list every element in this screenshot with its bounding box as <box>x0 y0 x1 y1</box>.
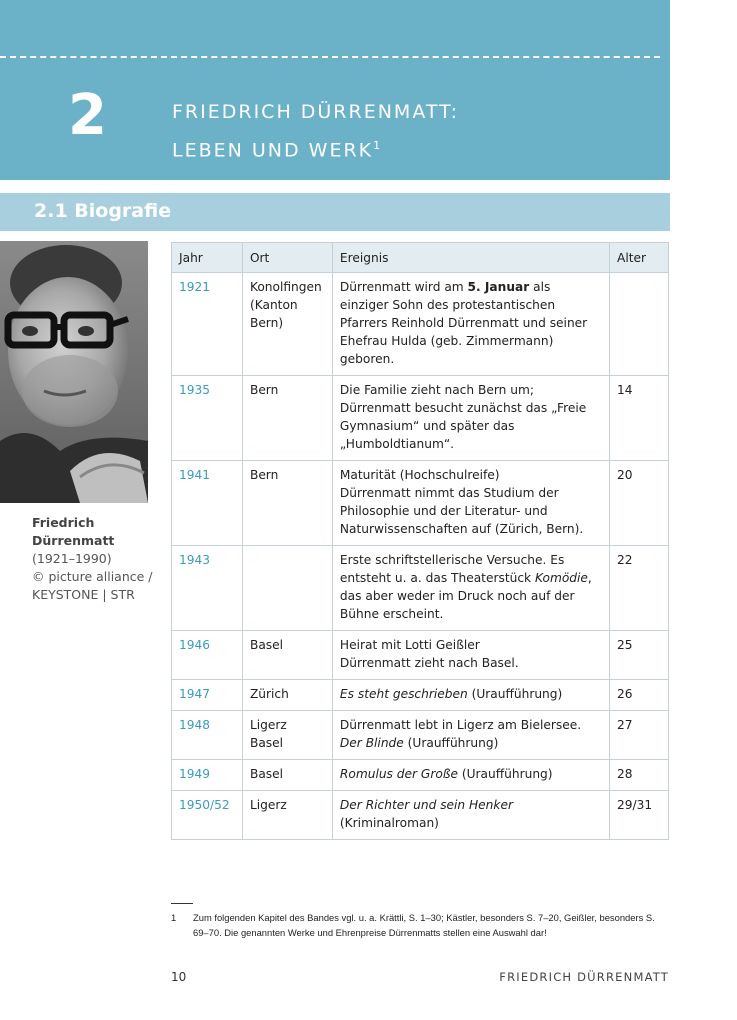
place-line: Zürich <box>249 687 289 701</box>
table-row <box>172 546 669 631</box>
caption-credit-line-1: © picture alliance / <box>32 569 153 584</box>
chapter-number: 2 <box>68 83 107 148</box>
cell-age: 22 <box>610 546 669 631</box>
caption-credit-line-2: KEYSTONE | STR <box>32 587 135 602</box>
table-row <box>172 631 669 680</box>
event-text: Erste schriftstellerische Versuche. Es entsteht u. a. das Theaterstück <box>339 553 565 585</box>
caption-name-line-2: Dürrenmatt <box>32 533 115 548</box>
column-header-event: Ereignis <box>332 243 609 273</box>
caption-name-line-1: Friedrich <box>32 515 95 530</box>
cell-year: 1921 <box>172 273 243 376</box>
cell-place <box>242 631 332 680</box>
event-text: Dürrenmatt wird am <box>339 280 468 294</box>
event-text: (Kriminalroman) <box>339 816 439 830</box>
cell-age: 25 <box>610 631 669 680</box>
column-header-year: Jahr <box>172 243 243 273</box>
cell-event <box>332 631 609 680</box>
cell-year: 1935 <box>172 376 243 461</box>
cell-year: 1947 <box>172 680 243 711</box>
cell-event <box>332 760 609 791</box>
event-text: Dürrenmatt nimmt das Studium der Philosophie und der Literatur- und Naturwissenschaften auf (Zürich, Bern). <box>339 486 584 536</box>
place-line: Konolfingen <box>249 280 322 294</box>
event-text: als einziger Sohn des protestantischen Pfarrers Reinhold Dürrenmatt und seiner Ehefrau Hulda (geb. Zimmermann) geboren. <box>339 280 588 366</box>
table-row <box>172 461 669 546</box>
work-title: Der Blinde <box>339 736 404 750</box>
event-text: Die Familie zieht nach Bern um; Dürrenmatt besucht zunächst das „Freie Gymnasium“ und später das „Humboldtianum“. <box>339 383 587 451</box>
cell-age: 29/31 <box>610 791 669 840</box>
cell-event <box>332 546 609 631</box>
footnote-text: Zum folgenden Kapitel des Bandes vgl. u. a. Krättli, S. 1–30; Kästler, besonders S. 7–20, Geißler, besonders S. 69–70. Die genannten Werke und Ehrenpreise Dürrenmatts stellen eine Auswahl dar! <box>193 912 655 938</box>
work-title: Romulus der Große <box>339 767 458 781</box>
event-text: (Uraufführung) <box>403 736 499 750</box>
work-title: Komödie <box>534 571 588 585</box>
dashed-divider <box>0 56 660 58</box>
place-line: Ligerz <box>249 718 287 732</box>
portrait-image <box>0 241 148 503</box>
cell-year: 1941 <box>172 461 243 546</box>
running-head: FRIEDRICH DÜRRENMATT <box>499 970 669 984</box>
cell-place <box>242 546 332 631</box>
table-row <box>172 680 669 711</box>
place-line: Bern) <box>249 316 284 330</box>
cell-age: 20 <box>610 461 669 546</box>
cell-place <box>242 273 332 376</box>
cell-place <box>242 376 332 461</box>
place-line: Ligerz <box>249 798 287 812</box>
place-line: Bern <box>249 383 279 397</box>
caption-years: (1921–1990) <box>32 551 112 566</box>
work-title: Der Richter und sein Henker <box>339 798 513 812</box>
chapter-title-line-1: FRIEDRICH DÜRRENMATT: <box>172 101 460 123</box>
event-text: Dürrenmatt zieht nach Basel. <box>339 656 519 670</box>
event-text: (Uraufführung) <box>467 687 563 701</box>
event-text: Maturität (Hochschulreife) <box>339 468 500 482</box>
cell-event <box>332 273 609 376</box>
table-row <box>172 376 669 461</box>
cell-year: 1946 <box>172 631 243 680</box>
cell-year: 1943 <box>172 546 243 631</box>
cell-year: 1949 <box>172 760 243 791</box>
event-text: Heirat mit Lotti Geißler <box>339 638 480 652</box>
place-line: (Kanton <box>249 298 298 312</box>
biography-table <box>171 242 669 840</box>
event-text: (Uraufführung) <box>457 767 553 781</box>
table-row <box>172 273 669 376</box>
cell-place <box>242 760 332 791</box>
cell-place <box>242 791 332 840</box>
table-body <box>172 273 669 840</box>
section-title: 2.1 Biografie <box>34 200 172 222</box>
table-row <box>172 791 669 840</box>
work-title: Es steht geschrieben <box>339 687 468 701</box>
cell-age: 28 <box>610 760 669 791</box>
table-row <box>172 711 669 760</box>
emphasis-text: 5. Januar <box>467 280 530 294</box>
cell-year: 1948 <box>172 711 243 760</box>
cell-age <box>610 273 669 376</box>
place-line: Basel <box>249 767 284 781</box>
chapter-title <box>172 96 459 167</box>
column-header-age: Alter <box>610 243 669 273</box>
event-text: , das aber weder im Druck noch auf der Bühne erscheint. <box>339 571 592 621</box>
cell-age: 27 <box>610 711 669 760</box>
cell-event <box>332 711 609 760</box>
portrait-caption <box>32 514 172 604</box>
cell-event <box>332 461 609 546</box>
portrait-photo <box>0 241 148 503</box>
footnote-reference[interactable]: 1 <box>373 139 381 152</box>
cell-event <box>332 791 609 840</box>
page-number: 10 <box>171 970 187 984</box>
column-header-place: Ort <box>242 243 332 273</box>
cell-place <box>242 461 332 546</box>
footnote <box>171 910 671 940</box>
event-text: Dürrenmatt lebt in Ligerz am Bielersee. <box>339 718 582 732</box>
cell-age: 14 <box>610 376 669 461</box>
place-line: Basel <box>249 736 284 750</box>
cell-event <box>332 680 609 711</box>
cell-event <box>332 376 609 461</box>
cell-place <box>242 680 332 711</box>
place-line: Basel <box>249 638 284 652</box>
cell-place <box>242 711 332 760</box>
chapter-title-line-2: LEBEN UND WERK <box>172 139 374 162</box>
cell-age: 26 <box>610 680 669 711</box>
place-line: Bern <box>249 468 279 482</box>
footnote-rule <box>171 903 193 904</box>
table-row <box>172 760 669 791</box>
footnote-number: 1 <box>171 912 177 923</box>
cell-year: 1950/52 <box>172 791 243 840</box>
table-header-row <box>172 243 669 273</box>
